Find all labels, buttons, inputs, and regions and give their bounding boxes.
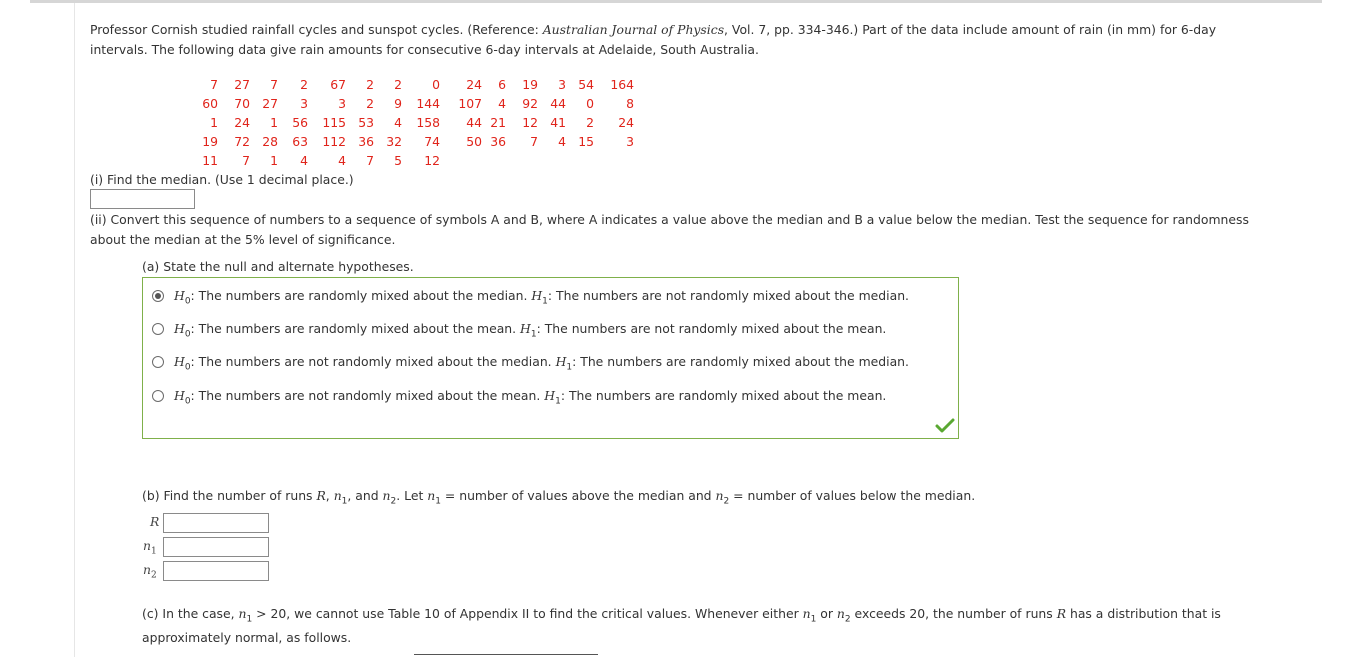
data-cell: 54 — [578, 77, 594, 92]
n1-input[interactable] — [163, 537, 269, 557]
data-cell: 27 — [234, 77, 250, 92]
data-cell: 2 — [366, 96, 374, 111]
data-cell — [446, 151, 488, 170]
data-cell: 70 — [234, 96, 250, 111]
part-i-question: (i) Find the median. (Use 1 decimal place.) — [90, 172, 354, 187]
data-row — [194, 113, 640, 132]
data-cell: 2 — [394, 77, 402, 92]
data-cell: 32 — [386, 134, 402, 149]
data-cell: 53 — [358, 115, 374, 130]
data-cell: 12 — [424, 153, 440, 168]
left-border — [74, 3, 75, 657]
data-row — [194, 151, 640, 170]
data-cell: 4 — [558, 134, 566, 149]
data-cell: 50 — [466, 134, 482, 149]
data-cell: 56 — [292, 115, 308, 130]
hypothesis-option-1[interactable]: $H_0$: The numbers are randomly mixed about the median. $H_1$: The numbers are not randomly mixed about the median. — [152, 286, 909, 306]
data-cell: 19 — [202, 134, 218, 149]
data-cell: 11 — [202, 153, 218, 168]
data-cell: 24 — [618, 115, 634, 130]
n2-input[interactable] — [163, 561, 269, 581]
data-cell: 41 — [550, 115, 566, 130]
data-row — [194, 132, 640, 151]
data-cell: 7 — [366, 153, 374, 168]
data-cell: 2 — [300, 77, 308, 92]
data-cell: 4 — [394, 115, 402, 130]
n2-label: $n_2$ — [143, 562, 157, 581]
data-cell: 7 — [270, 77, 278, 92]
h1-text: The numbers are not randomly mixed about the mean. — [544, 321, 887, 336]
radio-button[interactable] — [152, 356, 164, 368]
data-cell: 164 — [610, 77, 634, 92]
intro-text: Professor Cornish studied rainfall cycles and sunspot cycles. (Reference: Australian Journal of Physics, Vol. 7, pp. 334-346.) Part of the data include amount of rain (in mm) for 6-day — [90, 22, 1217, 37]
data-cell: 4 — [300, 153, 308, 168]
data-cell: 67 — [330, 77, 346, 92]
data-cell: 24 — [466, 77, 482, 92]
data-cell — [488, 151, 512, 170]
data-row — [194, 94, 640, 113]
data-cell: 72 — [234, 134, 250, 149]
data-cell: 144 — [416, 96, 440, 111]
h0-text: The numbers are not randomly mixed about the median. — [198, 354, 552, 369]
part-b-question: (b) Find the number of runs R, $n_1$, and $n_2$. Let $n_1$ = number of values above the median and $n_2$ = number of values below the median. — [142, 488, 976, 507]
data-cell: 2 — [586, 115, 594, 130]
formula-fraction-bar — [414, 654, 598, 655]
data-cell — [544, 151, 572, 170]
part-a-question: (a) State the null and alternate hypotheses. — [142, 259, 414, 274]
intro-text-2: intervals. The following data give rain amounts for consecutive 6-day intervals at Adelaide, South Australia. — [90, 42, 759, 57]
data-cell: 3 — [626, 134, 634, 149]
data-cell: 74 — [424, 134, 440, 149]
data-cell: 4 — [338, 153, 346, 168]
runs-input[interactable] — [163, 513, 269, 533]
data-cell: 8 — [626, 96, 634, 111]
data-cell: 1 — [270, 115, 278, 130]
data-cell: 12 — [522, 115, 538, 130]
data-cell: 115 — [322, 115, 346, 130]
part-ii-text-2: about the median at the 5% level of significance. — [90, 232, 396, 247]
h0-text: The numbers are randomly mixed about the median. — [198, 288, 528, 303]
h0-text: The numbers are randomly mixed about the mean. — [198, 321, 517, 336]
data-cell: 60 — [202, 96, 218, 111]
data-cell: 15 — [578, 134, 594, 149]
data-row — [194, 75, 640, 94]
data-cell — [512, 151, 544, 170]
n1-label: $n_1$ — [143, 538, 157, 557]
data-cell: 0 — [586, 96, 594, 111]
data-cell: 1 — [210, 115, 218, 130]
data-cell: 21 — [490, 115, 506, 130]
data-cell: 1 — [270, 153, 278, 168]
part-ii-text: (ii) Convert this sequence of numbers to a sequence of symbols A and B, where A indicates a value above the median and B a value below the median. Test the sequence for randomness — [90, 212, 1249, 227]
data-cell: 107 — [458, 96, 482, 111]
data-cell: 3 — [300, 96, 308, 111]
data-cell: 36 — [358, 134, 374, 149]
data-cell: 4 — [498, 96, 506, 111]
data-cell — [600, 151, 640, 170]
data-cell: 28 — [262, 134, 278, 149]
data-cell: 5 — [394, 153, 402, 168]
data-cell: 7 — [242, 153, 250, 168]
data-cell: 2 — [366, 77, 374, 92]
data-cell: 9 — [394, 96, 402, 111]
data-cell: 112 — [322, 134, 346, 149]
h1-text: The numbers are randomly mixed about the mean. — [568, 388, 887, 403]
data-cell: 44 — [466, 115, 482, 130]
part-c-text-2: approximately normal, as follows. — [142, 630, 352, 645]
h1-text: The numbers are randomly mixed about the median. — [580, 354, 909, 369]
data-cell: 0 — [432, 77, 440, 92]
data-cell: 92 — [522, 96, 538, 111]
data-cell: 36 — [490, 134, 506, 149]
radio-button[interactable] — [152, 390, 164, 402]
checkmark-icon — [935, 418, 955, 434]
data-cell: 19 — [522, 77, 538, 92]
hypothesis-option-2[interactable]: $H_0$: The numbers are randomly mixed about the mean. $H_1$: The numbers are not randomly mixed about the mean. — [152, 319, 886, 339]
radio-button[interactable] — [152, 323, 164, 335]
data-cell: 6 — [498, 77, 506, 92]
data-cell: 158 — [416, 115, 440, 130]
runs-label: R — [150, 514, 160, 529]
data-cell: 24 — [234, 115, 250, 130]
h1-text: The numbers are not randomly mixed about the median. — [556, 288, 909, 303]
hypothesis-option-4[interactable]: $H_0$: The numbers are not randomly mixed about the mean. $H_1$: The numbers are randomly mixed about the mean. — [152, 386, 886, 406]
data-cell: 7 — [530, 134, 538, 149]
data-cell: 44 — [550, 96, 566, 111]
hypothesis-option-3[interactable]: $H_0$: The numbers are not randomly mixed about the median. $H_1$: The numbers are randomly mixed about the median. — [152, 352, 909, 372]
rain-data-table — [194, 75, 640, 170]
data-cell: 63 — [292, 134, 308, 149]
data-cell: 27 — [262, 96, 278, 111]
data-cell — [572, 151, 600, 170]
data-cell: 3 — [558, 77, 566, 92]
data-cell: 7 — [210, 77, 218, 92]
part-c-text: (c) In the case, $n_1 > 20$, we cannot use Table 10 of Appendix II to find the critical values. Whenever either $n_1$ or $n_2$ exceeds 20, the number of runs R has a distribution that is — [142, 606, 1221, 625]
h0-text: The numbers are not randomly mixed about the mean. — [198, 388, 541, 403]
median-input[interactable] — [90, 189, 195, 209]
radio-button[interactable] — [152, 290, 164, 302]
data-cell: 3 — [338, 96, 346, 111]
top-divider — [30, 0, 1322, 3]
